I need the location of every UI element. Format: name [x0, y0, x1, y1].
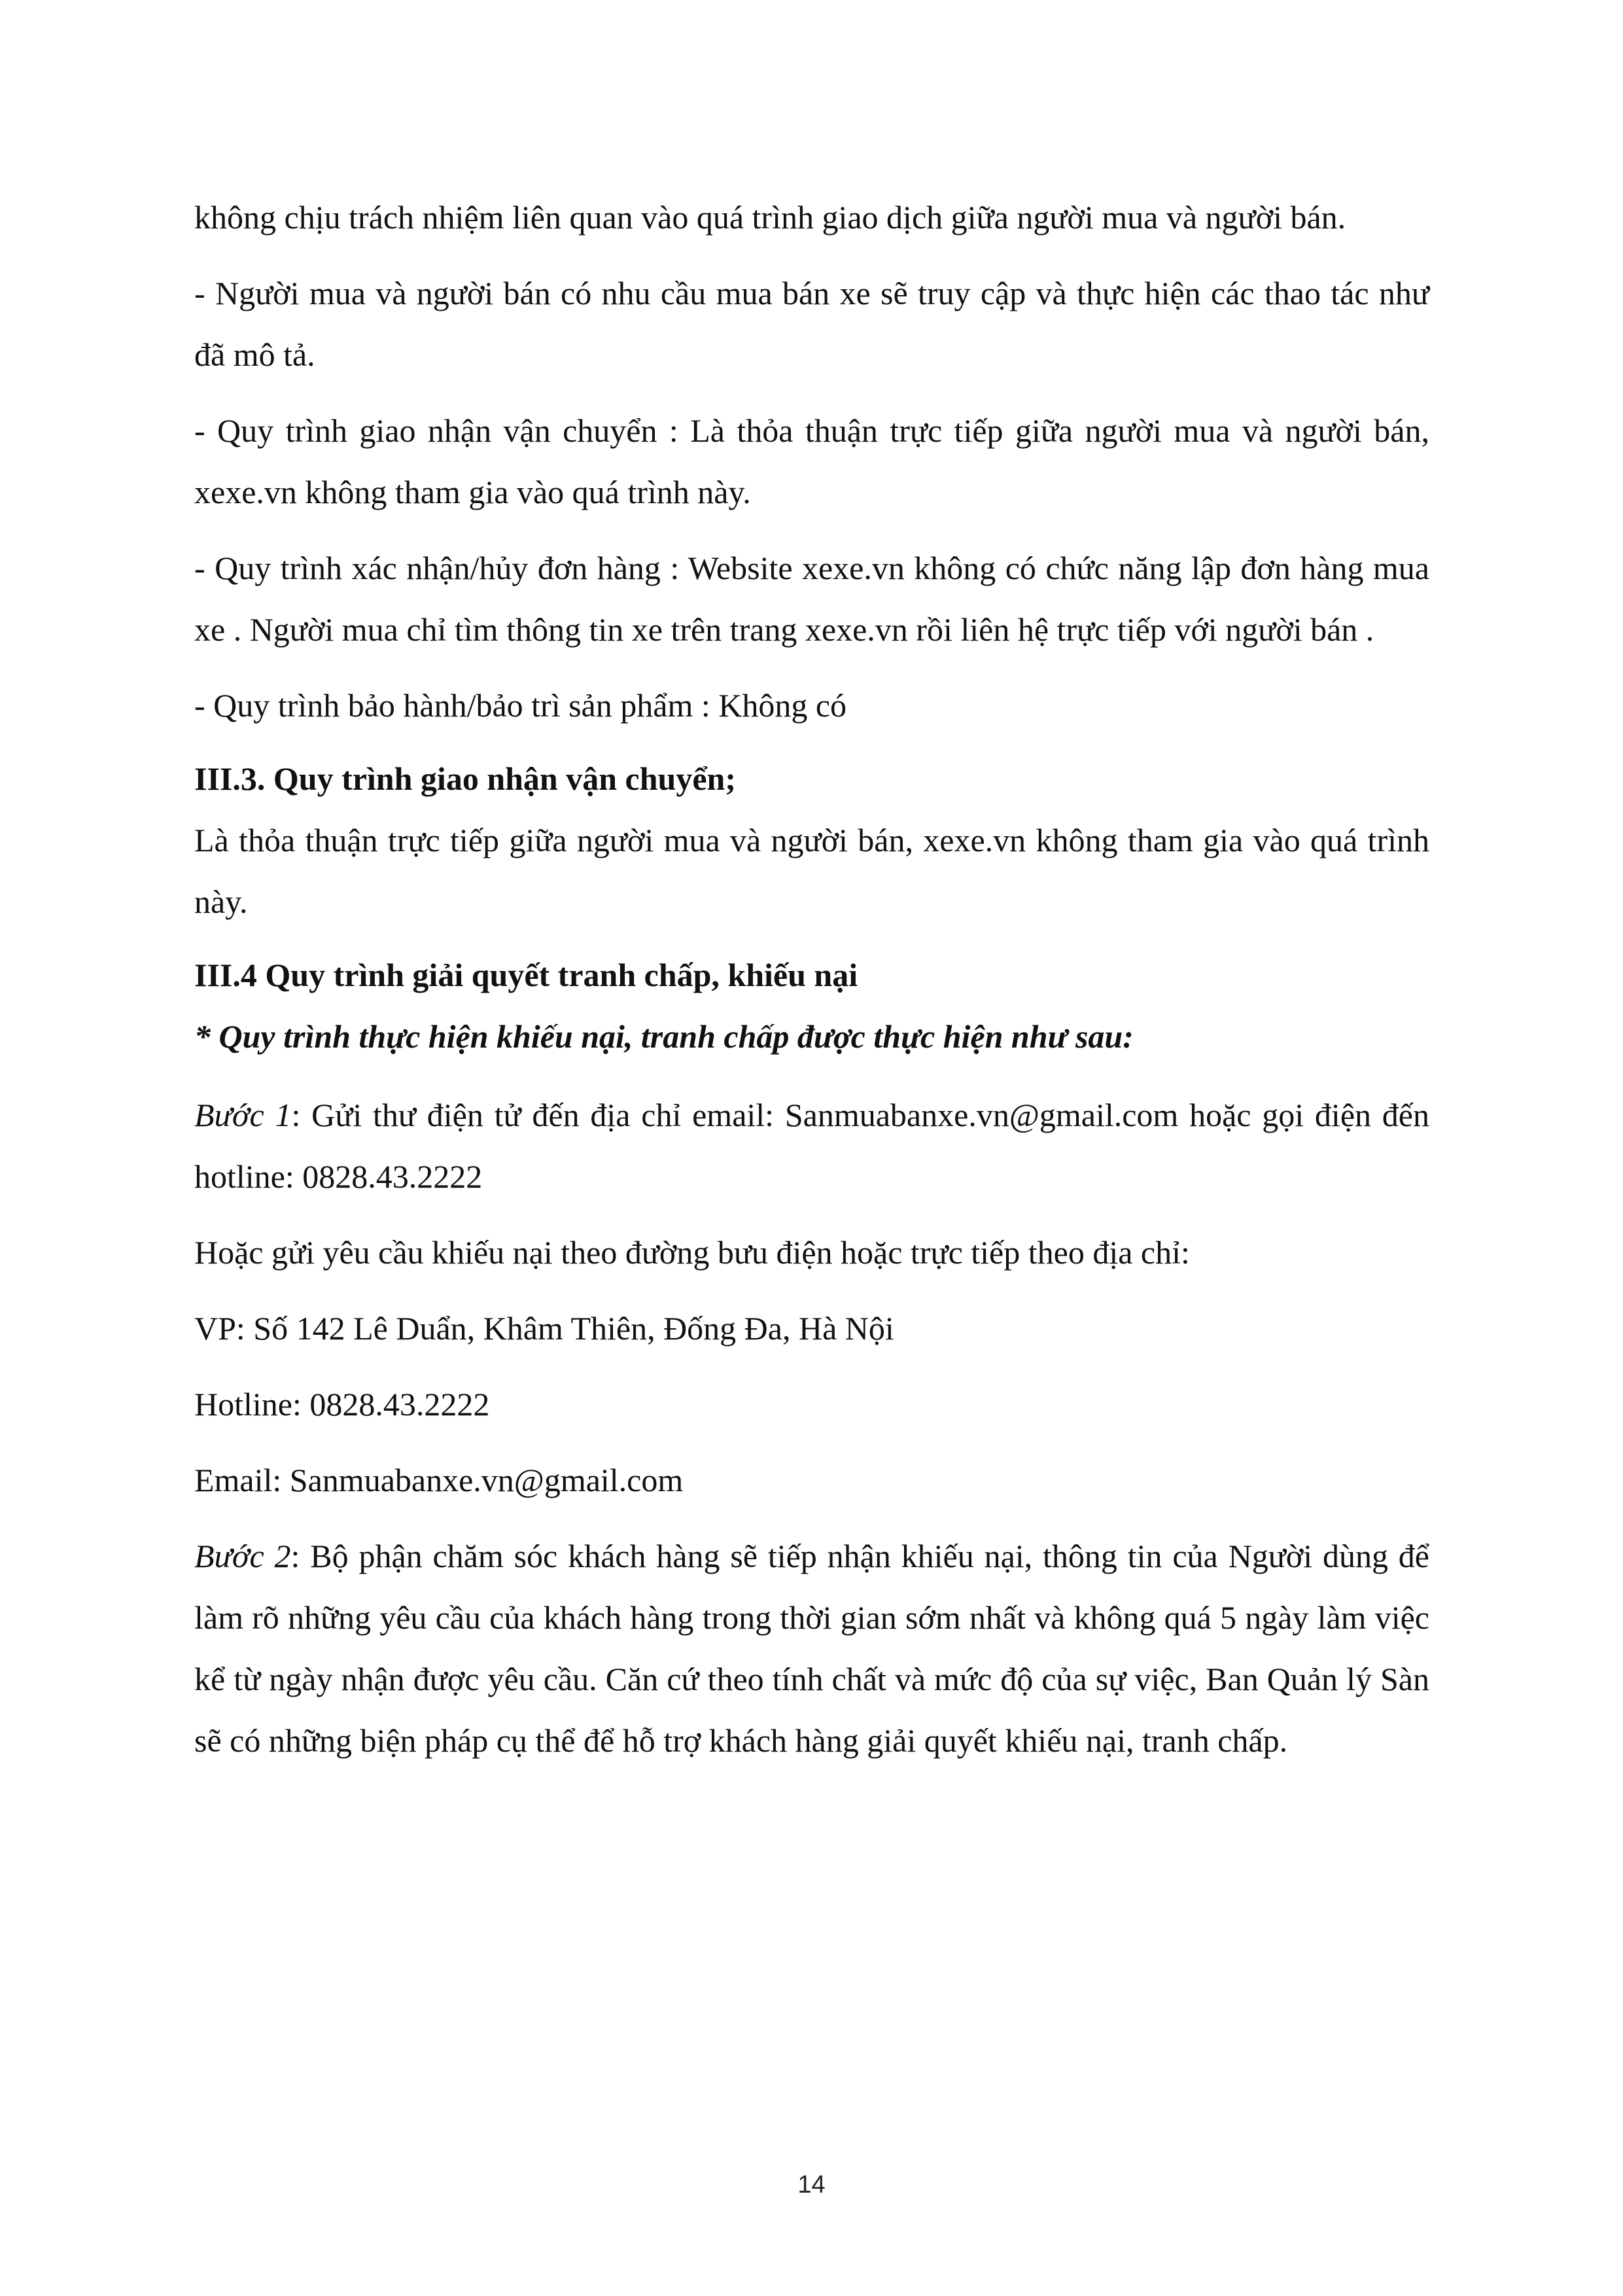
section-3-heading: III.3. Quy trình giao nhận vận chuyển;	[194, 760, 737, 797]
step-1-text: : Gửi thư điện tử đến địa chỉ email: Sanmuabanxe.vn@gmail.com hoặc gọi điện đến hotline: 0828.43.2222	[194, 1097, 1429, 1195]
step-1-paragraph	[194, 1084, 1429, 1207]
step-2-label: Bước 2	[194, 1538, 291, 1574]
step-2-paragraph	[194, 1525, 1429, 1771]
paragraph-warranty: - Quy trình bảo hành/bảo trì sản phẩm : Không có	[194, 687, 847, 724]
section-4-heading: III.4 Quy trình giải quyết tranh chấp, khiếu nại	[194, 957, 858, 993]
section-4-subheading: * Quy trình thực hiện khiếu nại, tranh chấp được thực hiện như sau:	[194, 1018, 1134, 1055]
alt-contact-paragraph: Hoặc gửi yêu cầu khiếu nại theo đường bưu điện hoặc trực tiếp theo địa chỉ:	[194, 1234, 1190, 1271]
page-number: 14	[797, 2171, 826, 2199]
email-line: Email: Sanmuabanxe.vn@gmail.com	[194, 1462, 684, 1498]
paragraph-buyer-seller-access: - Người mua và người bán có nhu cầu mua bán xe sẽ truy cập và thực hiện các thao tác như đã mô tả.	[194, 275, 1429, 373]
step-1-label: Bước 1	[194, 1097, 292, 1133]
page-content	[194, 186, 1429, 1771]
office-address: VP: Số 142 Lê Duẩn, Khâm Thiên, Đống Đa, Hà Nội	[194, 1310, 894, 1347]
section-3-body: Là thỏa thuận trực tiếp giữa người mua và người bán, xexe.vn không tham gia vào quá trình này.	[194, 822, 1429, 920]
paragraph-delivery-process: - Quy trình giao nhận vận chuyển : Là thỏa thuận trực tiếp giữa người mua và người bán, xexe.vn không tham gia vào quá trình này.	[194, 412, 1429, 510]
hotline-line: Hotline: 0828.43.2222	[194, 1386, 490, 1422]
paragraph-responsibility: không chịu trách nhiệm liên quan vào quá trình giao dịch giữa người mua và người bán.	[194, 199, 1346, 236]
step-2-text: : Bộ phận chăm sóc khách hàng sẽ tiếp nhận khiếu nại, thông tin của Người dùng để làm rõ những yêu cầu của khách hàng trong thời gian sớm nhất và không quá 5 ngày làm việc kể từ ngày nhận được yêu cầu. Căn cứ theo tính chất và mức độ của sự việc, Ban Quản lý Sàn sẽ có những biện pháp cụ thể để hỗ trợ khách hàng giải quyết khiếu nại, tranh chấp.	[194, 1538, 1429, 1759]
paragraph-order-confirmation: - Quy trình xác nhận/hủy đơn hàng : Website xexe.vn không có chức năng lập đơn hàng mua xe . Người mua chỉ tìm thông tin xe trên trang xexe.vn rồi liên hệ trực tiếp với người bán .	[194, 550, 1429, 648]
